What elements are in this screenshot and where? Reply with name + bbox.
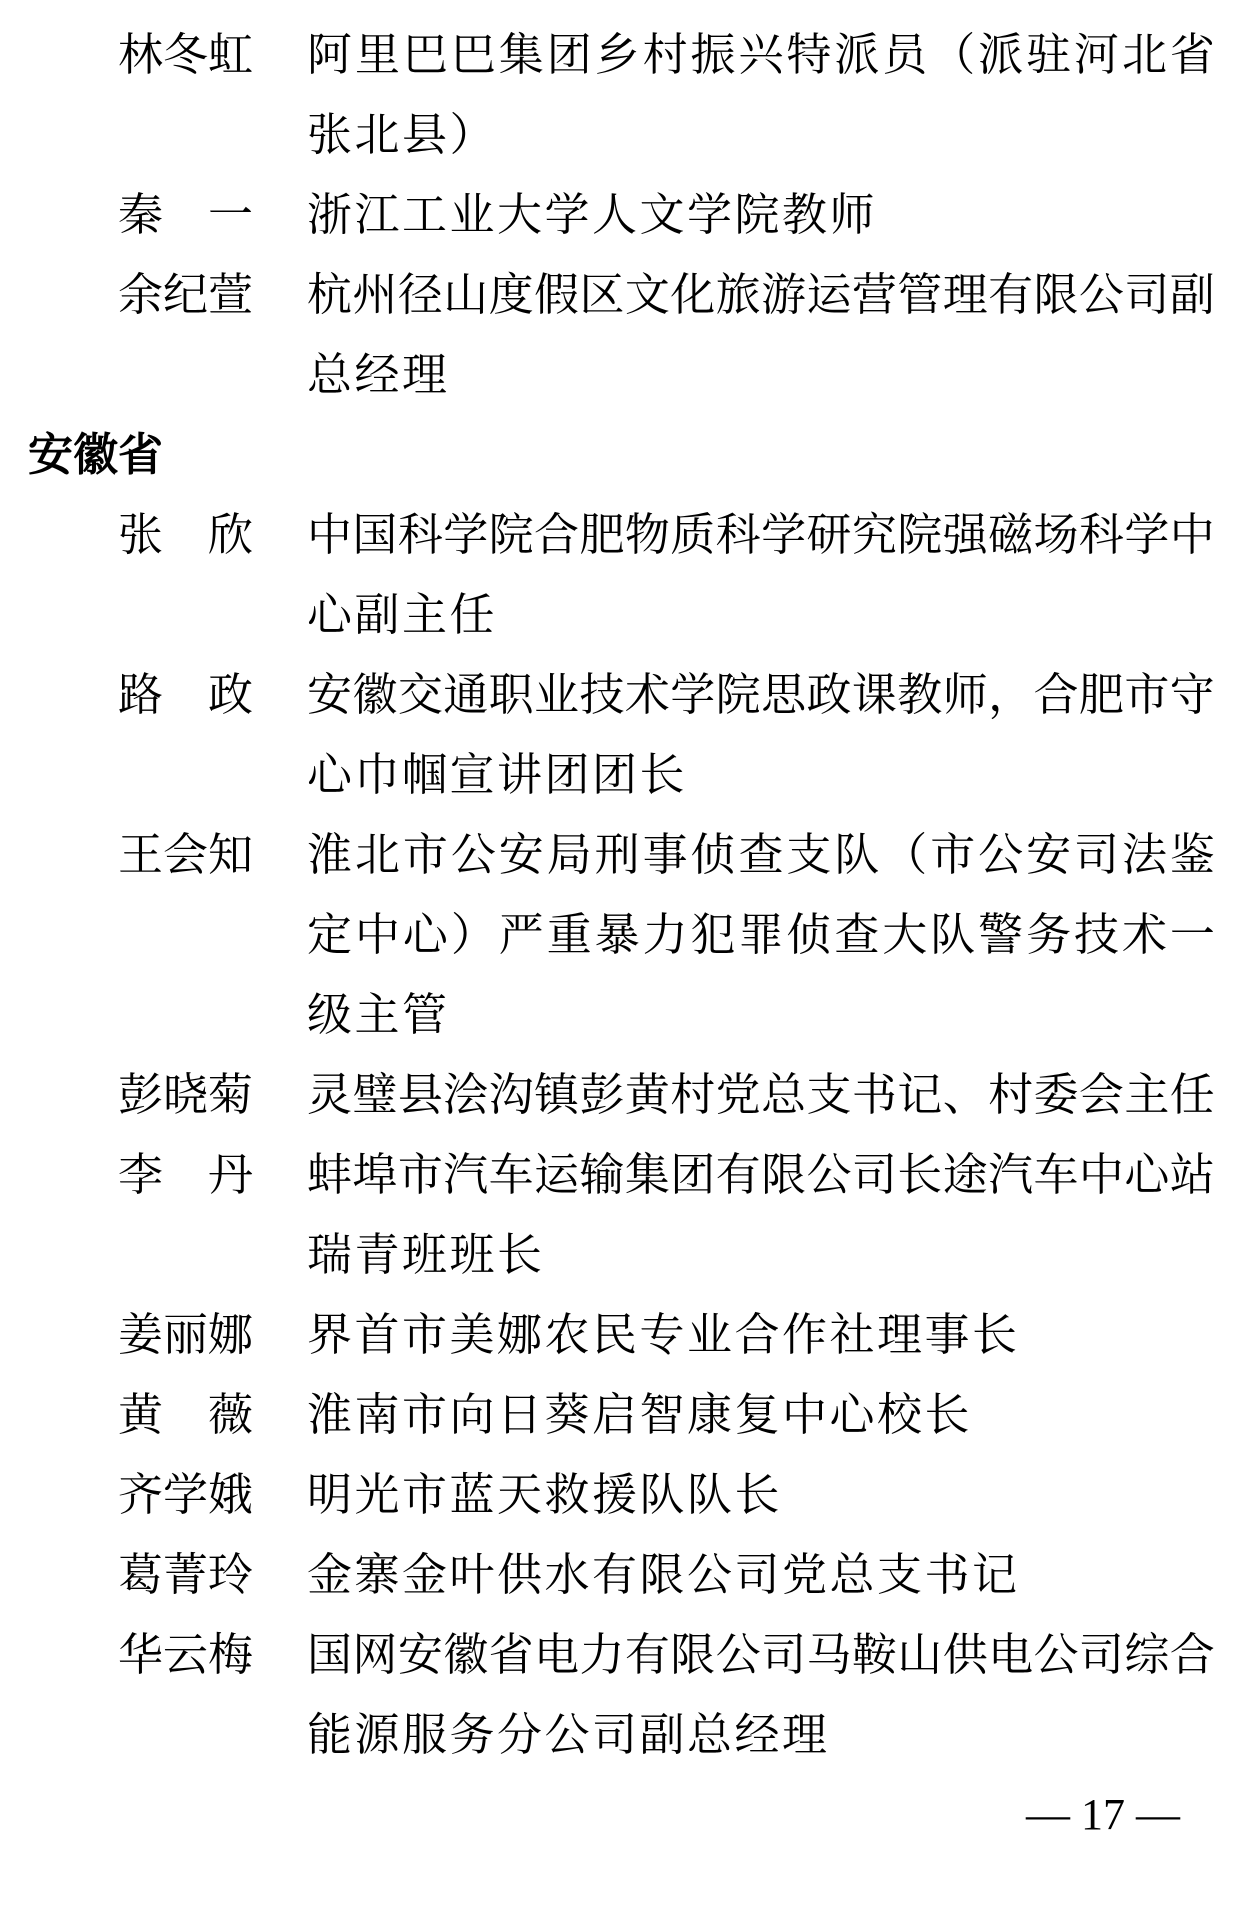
title-char: （	[882, 830, 928, 880]
title-char: 村	[642, 30, 688, 80]
title-char: 假	[534, 270, 580, 320]
title-char: 通	[443, 670, 489, 720]
title-char: 马	[806, 1630, 852, 1680]
title-char: 任	[1169, 1070, 1215, 1120]
title-char: ，	[988, 670, 1034, 720]
title-char: 党	[715, 1070, 761, 1120]
title-char: 司	[1074, 830, 1120, 880]
title-char: 浍	[443, 1070, 489, 1120]
title-char: 安	[397, 1630, 443, 1680]
title-char: 查	[834, 910, 880, 960]
title-char: 区	[579, 270, 625, 320]
name-char: 娥	[208, 1470, 254, 1520]
title-char: 有	[988, 270, 1034, 320]
title-char: 员	[882, 30, 928, 80]
title-char: 合	[534, 510, 580, 560]
title-char: 安	[307, 670, 353, 720]
title-char: 蚌	[307, 1150, 353, 1200]
title-char: 会	[1078, 1070, 1124, 1120]
title-char: 合	[1169, 1630, 1215, 1680]
title-char: 游	[761, 270, 807, 320]
title-char: 定	[307, 910, 353, 960]
title-char: 罪	[738, 910, 784, 960]
title-char: 振	[690, 30, 736, 80]
title-char: 旅	[715, 270, 761, 320]
title-char: 河	[1074, 30, 1120, 80]
name-char: 云	[163, 1630, 209, 1680]
title-char: 法	[1121, 830, 1167, 880]
title-char: 公	[806, 1150, 852, 1200]
title-char: 大	[882, 910, 928, 960]
name-char: 秦	[118, 190, 164, 240]
title-char: 副	[1169, 270, 1215, 320]
name-char: 林	[118, 30, 164, 80]
entry-row	[28, 1615, 1215, 1775]
entry-row	[28, 1535, 1215, 1615]
title-line: 金寨金叶供水有限公司党总支书记	[307, 1550, 1020, 1600]
title-char: 鉴	[1169, 830, 1215, 880]
title-char: 县	[397, 1070, 443, 1120]
title-char: 管	[897, 270, 943, 320]
title-line	[307, 895, 1215, 975]
title-char: 山	[443, 270, 489, 320]
name-char: 路	[118, 670, 164, 720]
title-char: 团	[670, 1150, 716, 1200]
title-char: 合	[1033, 670, 1079, 720]
person-name	[118, 1455, 253, 1535]
title-char: 学	[443, 510, 489, 560]
name-char: 纪	[163, 270, 209, 320]
title-char: 国	[307, 1630, 353, 1680]
title-char: 刑	[594, 830, 640, 880]
name-char: 玲	[208, 1550, 254, 1600]
title-char: 查	[738, 830, 784, 880]
title-char: 派	[978, 30, 1024, 80]
title-char: 肥	[1078, 670, 1124, 720]
title-char: 公	[1033, 1630, 1079, 1680]
title-char: 特	[786, 30, 832, 80]
title-line	[307, 1135, 1215, 1215]
person-title	[307, 1295, 1215, 1375]
name-char: 丹	[207, 1150, 253, 1200]
title-char: 度	[488, 270, 534, 320]
title-char: 集	[624, 1150, 670, 1200]
title-line: 心副主任	[307, 590, 498, 640]
title-char: 委	[1033, 1070, 1079, 1120]
entry-row	[28, 15, 1215, 175]
title-char: 课	[851, 670, 897, 720]
name-char: 一	[207, 190, 253, 240]
title-char: 政	[806, 670, 852, 720]
title-char: 职	[488, 670, 534, 720]
title-char: 化	[670, 270, 716, 320]
person-title	[307, 15, 1215, 175]
person-title	[307, 1455, 1215, 1535]
title-line: 总经理	[307, 350, 450, 400]
name-char: 李	[118, 1150, 164, 1200]
title-char: 严	[498, 910, 544, 960]
title-char: 综	[1124, 1630, 1170, 1680]
title-char: 电	[534, 1630, 580, 1680]
title-char: 公	[978, 830, 1024, 880]
title-char: 中	[1169, 510, 1215, 560]
entry-row	[28, 1375, 1215, 1455]
name-char: 余	[118, 270, 164, 320]
title-char: 司	[761, 1630, 807, 1680]
entry-row	[28, 1055, 1215, 1135]
title-char: 巴	[450, 30, 496, 80]
title-line: 界首市美娜农民专业合作社理事长	[307, 1310, 1020, 1360]
title-char: 物	[624, 510, 670, 560]
title-char: 教	[897, 670, 943, 720]
title-char: 安	[498, 830, 544, 880]
title-char: 侦	[786, 910, 832, 960]
title-char: 有	[624, 1630, 670, 1680]
title-char: 书	[851, 1070, 897, 1120]
entry-list	[28, 15, 1215, 1775]
person-title	[307, 175, 1215, 255]
title-char: 璧	[352, 1070, 398, 1120]
title-char: 术	[624, 670, 670, 720]
person-name	[118, 1055, 253, 1135]
title-line: 级主管	[307, 990, 450, 1040]
title-char: 力	[579, 1630, 625, 1680]
title-char: 公	[715, 1630, 761, 1680]
name-char: 姜	[118, 1310, 164, 1360]
title-char: 强	[942, 510, 988, 560]
person-name	[118, 175, 253, 255]
name-char: 学	[163, 1470, 209, 1520]
title-char: 研	[806, 510, 852, 560]
title-char: 镇	[534, 1070, 580, 1120]
title-char: 、	[942, 1070, 988, 1120]
title-char: 队	[834, 830, 880, 880]
page-number: — 17 —	[1026, 1790, 1180, 1839]
name-char: 梅	[208, 1630, 254, 1680]
person-name	[118, 1375, 253, 1455]
title-char: （	[930, 30, 976, 80]
title-char: 驻	[1026, 30, 1072, 80]
name-char: 彭	[118, 1070, 164, 1120]
title-char: 心	[402, 910, 448, 960]
person-title	[307, 1615, 1215, 1775]
name-char: 丽	[163, 1310, 209, 1360]
title-char: 彭	[579, 1070, 625, 1120]
name-char: 欣	[207, 510, 253, 560]
title-char: 运	[806, 270, 852, 320]
name-char: 葛	[118, 1550, 164, 1600]
title-char: 场	[1033, 510, 1079, 560]
entry-row	[28, 815, 1215, 1055]
entry-row	[28, 1135, 1215, 1295]
title-char: 派	[834, 30, 880, 80]
name-char: 会	[163, 830, 209, 880]
title-char: 技	[1074, 910, 1120, 960]
title-line: 能源服务分公司副总经理	[307, 1710, 830, 1760]
title-char: 守	[1169, 670, 1215, 720]
person-title	[307, 1055, 1215, 1135]
person-title	[307, 255, 1215, 415]
title-char: 支	[786, 830, 832, 880]
title-line	[307, 815, 1215, 895]
title-char: 灵	[307, 1070, 353, 1120]
title-char: 警	[978, 910, 1024, 960]
title-char: 限	[1033, 270, 1079, 320]
title-char: 营	[851, 270, 897, 320]
title-line	[307, 15, 1215, 95]
title-char: 徽	[443, 1630, 489, 1680]
name-char: 萱	[208, 270, 254, 320]
entry-row	[28, 255, 1215, 415]
title-char: 网	[352, 1630, 398, 1680]
name-char: 政	[207, 670, 253, 720]
entry-row	[28, 495, 1215, 655]
title-char: 侦	[690, 830, 736, 880]
person-title	[307, 655, 1215, 815]
title-char: 理	[942, 270, 988, 320]
title-char: 中	[354, 910, 400, 960]
title-char: 长	[897, 1150, 943, 1200]
entry-row	[28, 655, 1215, 815]
title-char: 暴	[594, 910, 640, 960]
title-char: 集	[498, 30, 544, 80]
person-title	[307, 1375, 1215, 1455]
title-char: 省	[488, 1630, 534, 1680]
title-char: 汽	[988, 1150, 1034, 1200]
title-char: 站	[1169, 1150, 1215, 1200]
title-char: 山	[897, 1630, 943, 1680]
title-char: 队	[930, 910, 976, 960]
name-char: 薇	[207, 1390, 253, 1440]
person-name	[118, 15, 253, 95]
name-char: 知	[208, 830, 254, 880]
title-char: 有	[715, 1150, 761, 1200]
title-char: 省	[1169, 30, 1215, 80]
title-char: 安	[1026, 830, 1072, 880]
title-line: 浙江工业大学人文学院教师	[307, 190, 878, 240]
name-char: 晓	[163, 1070, 209, 1120]
person-title	[307, 1535, 1215, 1615]
title-char: 司	[1124, 270, 1170, 320]
person-name	[118, 255, 253, 335]
name-char: 齐	[118, 1470, 164, 1520]
section-header: 安徽省	[28, 429, 164, 480]
title-char: 黄	[624, 1070, 670, 1120]
name-char: 虹	[208, 30, 254, 80]
title-char: 里	[354, 30, 400, 80]
title-char: 公	[1078, 270, 1124, 320]
title-char: 村	[988, 1070, 1034, 1120]
person-name	[118, 1295, 253, 1375]
title-line: 张北县）	[307, 110, 498, 160]
title-char: 肥	[579, 510, 625, 560]
title-char: 团	[546, 30, 592, 80]
title-char: 院	[897, 510, 943, 560]
title-char: 技	[579, 670, 625, 720]
title-char: 重	[546, 910, 592, 960]
person-title	[307, 495, 1215, 655]
title-char: 杭	[307, 270, 353, 320]
person-name	[118, 815, 253, 895]
title-char: 输	[579, 1150, 625, 1200]
title-char: 支	[806, 1070, 852, 1120]
entry-row	[28, 175, 1215, 255]
title-char: 径	[397, 270, 443, 320]
title-char: 师	[942, 670, 988, 720]
title-char: 埠	[352, 1150, 398, 1200]
title-char: 记	[897, 1070, 943, 1120]
title-char: 供	[942, 1630, 988, 1680]
title-char: 市	[930, 830, 976, 880]
name-char: 王	[118, 830, 164, 880]
title-char: 中	[307, 510, 353, 560]
title-char: 兴	[738, 30, 784, 80]
title-line: 瑞青班班长	[307, 1230, 545, 1280]
title-line	[307, 1615, 1215, 1695]
title-line	[307, 1055, 1215, 1135]
person-name	[118, 495, 253, 575]
title-char: 交	[397, 670, 443, 720]
title-char: 究	[851, 510, 897, 560]
person-title	[307, 815, 1215, 1055]
title-char: 科	[1078, 510, 1124, 560]
title-char: 犯	[690, 910, 736, 960]
name-char: 娜	[208, 1310, 254, 1360]
title-char: ）	[450, 910, 496, 960]
title-line: 心巾帼宣讲团团长	[307, 750, 688, 800]
title-char: 磁	[988, 510, 1034, 560]
title-char: 电	[988, 1630, 1034, 1680]
title-char: 淮	[307, 830, 353, 880]
title-char: 徽	[352, 670, 398, 720]
title-char: 学	[1124, 510, 1170, 560]
title-char: 车	[488, 1150, 534, 1200]
name-char: 冬	[163, 30, 209, 80]
person-name	[118, 1615, 253, 1695]
title-char: 鞍	[851, 1630, 897, 1680]
title-char: 学	[761, 510, 807, 560]
name-char: 华	[118, 1630, 164, 1680]
title-char: 心	[1124, 1150, 1170, 1200]
entry-row	[28, 1455, 1215, 1535]
title-char: 中	[1078, 1150, 1124, 1200]
title-line: 淮南市向日葵启智康复中心校长	[307, 1390, 973, 1440]
title-char: 巴	[402, 30, 448, 80]
title-char: 限	[761, 1150, 807, 1200]
person-name	[118, 1535, 253, 1615]
title-char: 限	[670, 1630, 716, 1680]
title-char: 业	[534, 670, 580, 720]
title-char: 院	[488, 510, 534, 560]
title-char: 市	[1124, 670, 1170, 720]
title-char: 力	[642, 910, 688, 960]
title-char: 北	[354, 830, 400, 880]
title-char: 北	[1121, 30, 1167, 80]
title-char: 公	[450, 830, 496, 880]
title-char: 一	[1169, 910, 1215, 960]
title-char: 总	[761, 1070, 807, 1120]
name-char: 菁	[163, 1550, 209, 1600]
title-char: 局	[546, 830, 592, 880]
title-char: 汽	[443, 1150, 489, 1200]
title-char: 市	[397, 1150, 443, 1200]
title-char: 文	[624, 270, 670, 320]
person-title	[307, 1135, 1215, 1295]
person-name	[118, 655, 253, 735]
title-char: 乡	[594, 30, 640, 80]
title-char: 术	[1121, 910, 1167, 960]
title-char: 科	[397, 510, 443, 560]
title-char: 思	[761, 670, 807, 720]
title-line	[307, 495, 1215, 575]
title-char: 事	[642, 830, 688, 880]
title-line: 明光市蓝天救援队队长	[307, 1470, 783, 1520]
title-char: 务	[1026, 910, 1072, 960]
title-line	[307, 655, 1215, 735]
title-char: 州	[352, 270, 398, 320]
title-line	[307, 255, 1215, 335]
title-char: 司	[851, 1150, 897, 1200]
title-char: 院	[715, 670, 761, 720]
title-char: 科	[715, 510, 761, 560]
title-char: 运	[534, 1150, 580, 1200]
name-char: 黄	[118, 1390, 164, 1440]
title-char: 司	[1078, 1630, 1124, 1680]
person-name	[118, 1135, 253, 1215]
title-char: 车	[1033, 1150, 1079, 1200]
name-char: 菊	[208, 1070, 254, 1120]
name-char: 张	[118, 510, 164, 560]
title-char: 沟	[488, 1070, 534, 1120]
entry-row	[28, 1295, 1215, 1375]
title-char: 主	[1124, 1070, 1170, 1120]
title-char: 学	[670, 670, 716, 720]
title-char: 阿	[307, 30, 353, 80]
title-char: 市	[402, 830, 448, 880]
title-char: 途	[942, 1150, 988, 1200]
title-char: 村	[670, 1070, 716, 1120]
title-char: 国	[352, 510, 398, 560]
title-char: 质	[670, 510, 716, 560]
